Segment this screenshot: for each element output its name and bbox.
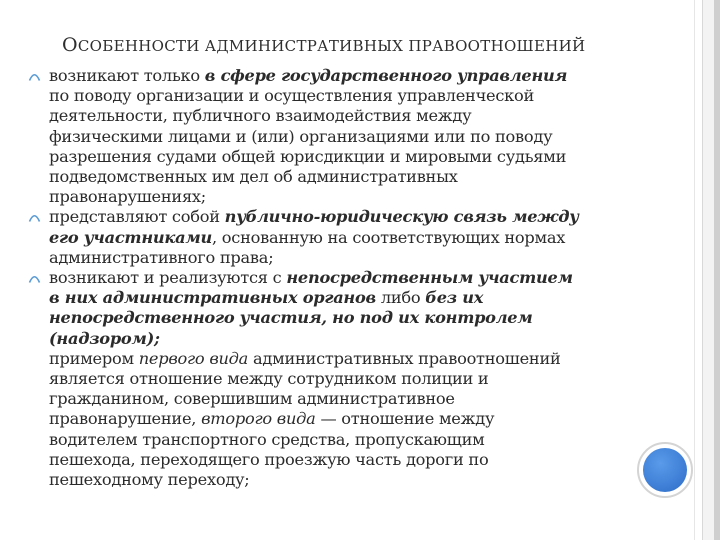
bullet-1-line-4: физическими лицами и (или) организациями или по поводу <box>49 126 553 146</box>
example-line-4: правонарушение, второго вида — отношение между <box>49 409 495 429</box>
bullet-1-line-1: возникают только в сфере государственного управления <box>49 66 568 85</box>
bullet-3-line-4: (надзором); <box>49 328 160 348</box>
slide-content <box>28 66 628 490</box>
bullet-2-line-1: представляют собой публично-юридическую связь между <box>49 207 579 227</box>
bullet-item-3 <box>28 268 628 349</box>
example-line-3: гражданином, совершившим административное <box>49 389 455 409</box>
bullet-icon <box>28 273 41 284</box>
example-line-7: пешеходному переходу; <box>49 470 250 490</box>
slide-right-edge <box>714 0 720 540</box>
example-line-6: пешехода, переходящего проезжую часть дороги по <box>49 449 489 469</box>
example-line-2: является отношение между сотрудником полиции и <box>49 369 489 389</box>
bullet-3-line-2: в них административных органов либо без их <box>49 288 484 308</box>
bullet-icon <box>28 212 41 223</box>
bullet-1-line-2: по поводу организации и осуществления управленческой <box>49 86 535 106</box>
example-line-5: водителем транспортного средства, пропускающим <box>49 429 485 449</box>
bullet-3-line-1: возникают и реализуются с непосредственным участием <box>49 268 573 288</box>
bullet-2-line-2: его участниками, основанную на соответствующих нормах <box>49 227 566 247</box>
bullet-1-line-7: правонарушениях; <box>49 187 206 207</box>
bullet-icon <box>28 71 41 82</box>
slide-title-rest: СОБЕННОСТИ АДМИНИСТРАТИВНЫХ ПРАВООТНОШЕНИЙ <box>77 37 586 55</box>
bullet-1-line-6: подведомственных им дел об административных <box>49 167 458 187</box>
bullet-2-line-3: административного права; <box>49 247 274 267</box>
decorative-blue-circle <box>643 448 687 492</box>
bullet-item-2 <box>28 207 628 268</box>
bullet-3-line-3: непосредственного участия, но под их контролем <box>49 308 533 328</box>
slide-title <box>62 34 585 56</box>
example-line-1: примером первого вида административных правоотношений <box>49 348 561 368</box>
bullet-item-1 <box>28 66 628 207</box>
bullet-1-line-3: деятельности, публичного взаимодействия между <box>49 106 472 126</box>
example-paragraph <box>28 349 628 490</box>
slide-title-initial: О <box>62 34 78 56</box>
bullet-1-line-5: разрешения судами общей юрисдикции и мировыми судьями <box>49 146 567 166</box>
